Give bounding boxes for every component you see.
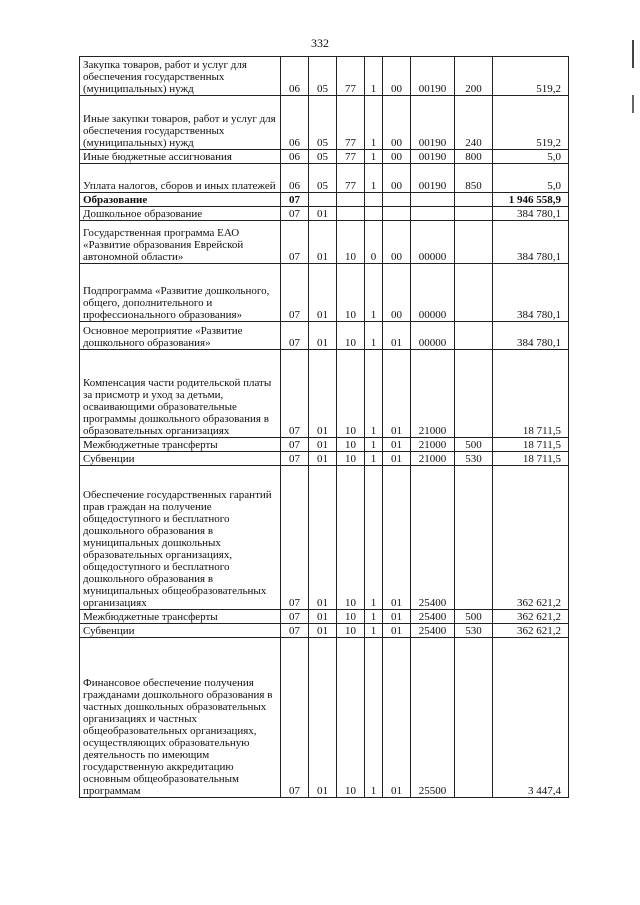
amount: 18 711,5 [493,452,569,466]
edge-mark [632,95,634,113]
measure-code: 01 [383,350,411,438]
row-name: Субвенции [80,452,281,466]
subprogram-code: 1 [365,350,383,438]
program-code: 77 [337,150,365,164]
razdel-code: 07 [281,638,309,798]
table-row [80,438,569,452]
measure-code: 01 [383,638,411,798]
subprogram-code: 1 [365,438,383,452]
direction-code: 00000 [411,221,455,264]
row-name: Субвенции [80,624,281,638]
subprogram-code [365,207,383,221]
table-row [80,624,569,638]
measure-code: 00 [383,164,411,193]
row-name: Образование [80,193,281,207]
table-row [80,207,569,221]
table-row [80,150,569,164]
subprogram-code: 1 [365,466,383,610]
razdel-code: 07 [281,207,309,221]
program-code: 10 [337,221,365,264]
subprogram-code: 1 [365,57,383,96]
razdel-code: 07 [281,193,309,207]
row-name: Основное мероприятие «Развитие дошкольного образования» [80,322,281,350]
podrazdel-code: 01 [309,221,337,264]
subprogram-code: 1 [365,150,383,164]
razdel-code: 07 [281,264,309,322]
program-code: 10 [337,264,365,322]
direction-code: 25500 [411,638,455,798]
expense-type-code [455,350,493,438]
table-row [80,350,569,438]
amount: 519,2 [493,96,569,150]
podrazdel-code: 05 [309,150,337,164]
amount: 18 711,5 [493,438,569,452]
subprogram-code: 1 [365,610,383,624]
program-code: 10 [337,452,365,466]
subprogram-code: 1 [365,264,383,322]
razdel-code: 07 [281,350,309,438]
program-code: 10 [337,610,365,624]
podrazdel-code: 01 [309,610,337,624]
direction-code: 25400 [411,624,455,638]
table-row [80,452,569,466]
table-row [80,221,569,264]
row-name: Государственная программа ЕАО «Развитие образования Еврейской автономной области» [80,221,281,264]
page-number: 332 [311,36,329,50]
row-name: Финансовое обеспечение получения гражданами дошкольного образования в частных дошкольных образовательных организациях и частных общеобразовательных организациях, осуществляющих образовательную деятельность по имеющим государственную аккредитацию основным общеобразовательным программам [80,638,281,798]
table-row [80,193,569,207]
podrazdel-code: 05 [309,96,337,150]
amount: 384 780,1 [493,221,569,264]
measure-code: 01 [383,610,411,624]
budget-table [79,56,569,798]
table-row [80,610,569,624]
expense-type-code: 530 [455,624,493,638]
program-code: 77 [337,164,365,193]
razdel-code: 07 [281,322,309,350]
razdel-code: 06 [281,96,309,150]
direction-code: 21000 [411,452,455,466]
amount: 362 621,2 [493,610,569,624]
razdel-code: 06 [281,164,309,193]
program-code: 77 [337,96,365,150]
row-name: Дошкольное образование [80,207,281,221]
table-row [80,57,569,96]
expense-type-code [455,207,493,221]
row-name: Межбюджетные трансферты [80,438,281,452]
program-code: 77 [337,57,365,96]
expense-type-code [455,322,493,350]
razdel-code: 07 [281,466,309,610]
program-code: 10 [337,438,365,452]
expense-type-code: 240 [455,96,493,150]
expense-type-code [455,221,493,264]
podrazdel-code [309,193,337,207]
subprogram-code: 1 [365,624,383,638]
subprogram-code [365,193,383,207]
amount: 384 780,1 [493,264,569,322]
razdel-code: 06 [281,57,309,96]
podrazdel-code: 01 [309,438,337,452]
expense-type-code: 200 [455,57,493,96]
measure-code: 00 [383,150,411,164]
direction-code: 00000 [411,322,455,350]
razdel-code: 07 [281,438,309,452]
razdel-code: 07 [281,452,309,466]
direction-code: 25400 [411,466,455,610]
row-name: Обеспечение государственных гарантий прав граждан на получение общедоступного и бесплатного дошкольного образования в муниципальных дошкольных образовательных организациях, общедоступного и бесплатного дошкольного образования в муниципальных общеобразовательных организациях [80,466,281,610]
podrazdel-code: 01 [309,322,337,350]
razdel-code: 07 [281,610,309,624]
razdel-code: 07 [281,221,309,264]
measure-code [383,207,411,221]
row-name: Иные бюджетные ассигнования [80,150,281,164]
program-code: 10 [337,638,365,798]
program-code [337,207,365,221]
podrazdel-code: 01 [309,624,337,638]
subprogram-code: 1 [365,452,383,466]
razdel-code: 07 [281,624,309,638]
expense-type-code: 530 [455,452,493,466]
measure-code: 01 [383,452,411,466]
podrazdel-code: 05 [309,57,337,96]
direction-code: 21000 [411,350,455,438]
measure-code: 00 [383,264,411,322]
subprogram-code: 1 [365,96,383,150]
program-code: 10 [337,322,365,350]
direction-code: 00000 [411,264,455,322]
measure-code: 01 [383,322,411,350]
measure-code: 01 [383,624,411,638]
measure-code: 00 [383,57,411,96]
expense-type-code: 500 [455,610,493,624]
row-name: Иные закупки товаров, работ и услуг для обеспечения государственных (муниципальных) нужд [80,96,281,150]
podrazdel-code: 01 [309,466,337,610]
direction-code [411,193,455,207]
measure-code: 00 [383,221,411,264]
program-code [337,193,365,207]
expense-type-code: 850 [455,164,493,193]
podrazdel-code: 05 [309,164,337,193]
subprogram-code: 0 [365,221,383,264]
direction-code: 00190 [411,96,455,150]
measure-code [383,193,411,207]
expense-type-code [455,638,493,798]
table-row [80,322,569,350]
amount: 384 780,1 [493,207,569,221]
podrazdel-code: 01 [309,452,337,466]
direction-code: 21000 [411,438,455,452]
program-code: 10 [337,466,365,610]
edge-mark [632,40,634,68]
expense-type-code [455,466,493,610]
measure-code: 01 [383,438,411,452]
podrazdel-code: 01 [309,207,337,221]
subprogram-code: 1 [365,638,383,798]
amount: 5,0 [493,150,569,164]
amount: 362 621,2 [493,624,569,638]
row-name: Закупка товаров, работ и услуг для обеспечения государственных (муниципальных) нужд [80,57,281,96]
amount: 3 447,4 [493,638,569,798]
podrazdel-code: 01 [309,350,337,438]
expense-type-code [455,193,493,207]
amount: 362 621,2 [493,466,569,610]
direction-code: 00190 [411,164,455,193]
program-code: 10 [337,624,365,638]
row-name: Подпрограмма «Развитие дошкольного, общего, дополнительного и профессионального образования» [80,264,281,322]
subprogram-code: 1 [365,164,383,193]
table-row [80,466,569,610]
direction-code: 25400 [411,610,455,624]
table-row [80,638,569,798]
expense-type-code: 800 [455,150,493,164]
row-name: Уплата налогов, сборов и иных платежей [80,164,281,193]
direction-code: 00190 [411,150,455,164]
expense-type-code: 500 [455,438,493,452]
amount: 384 780,1 [493,322,569,350]
row-name: Межбюджетные трансферты [80,610,281,624]
amount: 5,0 [493,164,569,193]
subprogram-code: 1 [365,322,383,350]
table-row [80,96,569,150]
direction-code [411,207,455,221]
razdel-code: 06 [281,150,309,164]
row-name: Компенсация части родительской платы за присмотр и уход за детьми, осваивающими образовательные программы дошкольного образования в образовательных организациях [80,350,281,438]
amount: 18 711,5 [493,350,569,438]
podrazdel-code: 01 [309,264,337,322]
measure-code: 01 [383,466,411,610]
amount: 519,2 [493,57,569,96]
podrazdel-code: 01 [309,638,337,798]
program-code: 10 [337,350,365,438]
direction-code: 00190 [411,57,455,96]
table-row [80,164,569,193]
table-row [80,264,569,322]
amount: 1 946 558,9 [493,193,569,207]
measure-code: 00 [383,96,411,150]
expense-type-code [455,264,493,322]
